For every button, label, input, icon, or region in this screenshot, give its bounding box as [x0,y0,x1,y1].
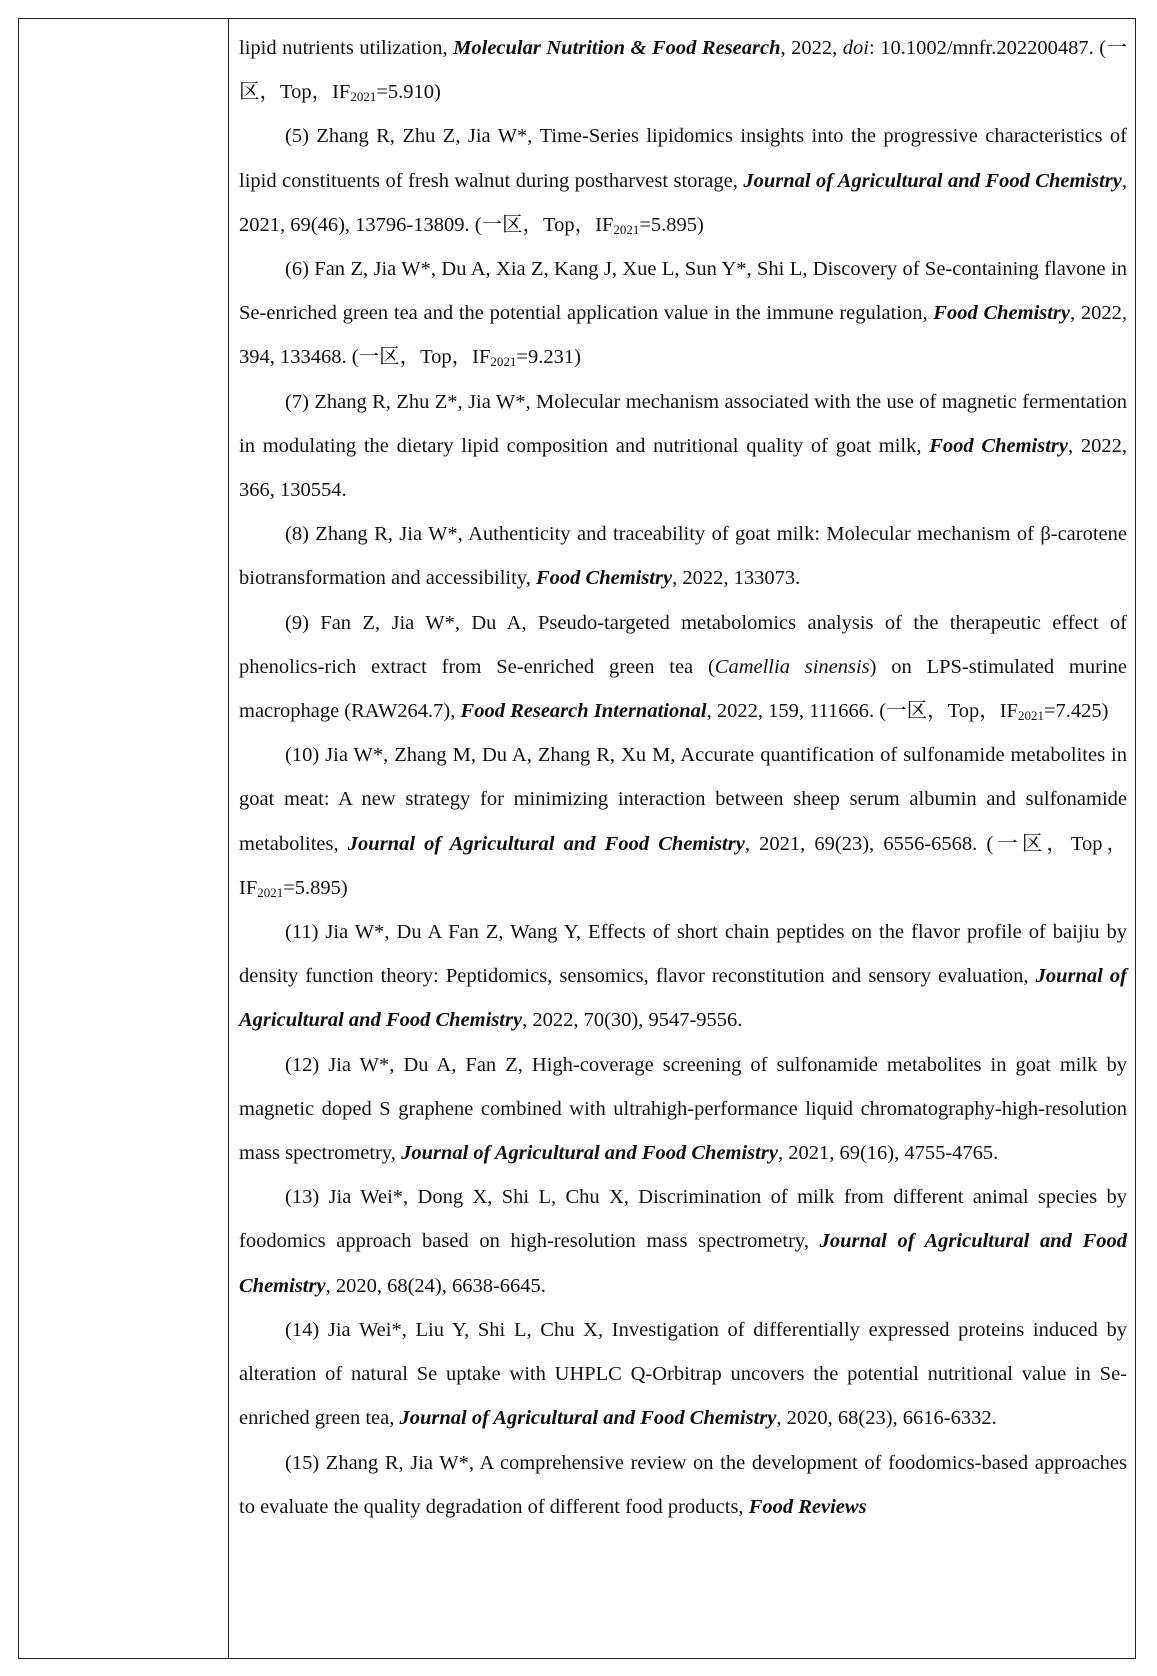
species-name: Camellia sinensis [714,655,870,678]
reference-entry: (9) Fan Z, Jia W*, Du A, Pseudo-targeted metabolomics analysis of the therapeutic effect of phenolics-rich extract from Se-enriched green tea (Camellia sinensis) on LPS-stimulated murine macrophage (RAW264.7), Food Research International, 2022, 159, 111666. (一区，Top，$IF_{2021}=7.425$) [239,611,1127,724]
journal-name: Journal of Agricultural and Food Chemistry [401,1142,778,1165]
journal-name: Food Chemistry [929,434,1068,457]
journal-name: Food Reviews [748,1495,867,1518]
journal-name: Molecular Nutrition & Food Research [453,37,781,59]
journal-name: Journal of Agricultural and Food Chemistry [347,832,745,855]
reference-entry: (10) Jia W*, Zhang M, Du A, Zhang R, Xu M, Accurate quantification of sulfonamide metabolites in goat meat: A new strategy for minimizing interaction between sheep serum albumin and sulfonamide metabolites, Journal of Agricultural and Food Chemistry, 2021, 69(23), 6556-6568. (一区，Top，$IF_{2021}=5.895$) [239,744,1127,900]
journal-name: Journal of Agricultural and Food Chemistry [239,965,1127,1032]
journal-name: Food Chemistry [535,567,673,590]
column-divider [228,18,229,1659]
reference-entry: (7) Zhang R, Zhu Z*, Jia W*, Molecular mechanism associated with the use of magnetic fermentation in modulating the dietary lipid composition and nutritional quality of goat milk, Food Chemistry, 2022, 366, 130554. [239,390,1127,502]
reference-entry: lipid nutrients utilization, Molecular Nutrition & Food Research, 2022, doi: 10.1002/mnfr.202200487. (一区，Top，$IF_{2021}=5.910$) [239,37,1128,105]
reference-entry: (5) Zhang R, Zhu Z, Jia W*, Time-Series lipidomics insights into the progressive characteristics of lipid constituents of fresh walnut during postharvest storage, Journal of Agricultural and Food Chemistry, 2021, 69(46), 13796-13809. (一区，Top，$IF_{2021}=5.895$) [239,125,1127,237]
reference-entry: (12) Jia W*, Du A, Fan Z, High-coverage screening of sulfonamide metabolites in goat milk by magnetic doped S graphene combined with ultrahigh-performance liquid chromatography-high-resolution mass spectrometry, Journal of Agricultural and Food Chemistry, 2021, 69(16), 4755-4765. [239,1053,1127,1165]
journal-name: Journal of Agricultural and Food Chemistry [399,1407,777,1430]
publication-list [239,26,1127,1529]
reference-entry: (13) Jia Wei*, Dong X, Shi L, Chu X, Discrimination of milk from different animal species by foodomics approach based on high-resolution mass spectrometry, Journal of Agricultural and Food Chemistry, 2020, 68(24), 6638-6645. [239,1186,1127,1297]
journal-name: Food Research International [460,700,707,723]
reference-entry: (15) Zhang R, Jia W*, A comprehensive review on the development of foodomics-based approaches to evaluate the quality degradation of different food products, Food Reviews [239,1451,1127,1518]
reference-entry: (11) Jia W*, Du A Fan Z, Wang Y, Effects of short chain peptides on the flavor profile of baijiu by density function theory: Peptidomics, sensomics, flavor reconstitution and sensory evaluation, Journal of Agricultural and Food Chemistry, 2022, 70(30), 9547-9556. [239,921,1127,1032]
journal-name: Food Chemistry [933,302,1071,325]
reference-entry: (6) Fan Z, Jia W*, Du A, Xia Z, Kang J, Xue L, Sun Y*, Shi L, Discovery of Se-containing flavone in Se-enriched green tea and the potential application value in the immune regulation, Food Chemistry, 2022, 394, 133468. (一区，Top，$IF_{2021}=9.231$) [239,258,1127,370]
reference-entry: (8) Zhang R, Jia W*, Authenticity and traceability of goat milk: Molecular mechanism of β-carotene biotransformation and accessibility, Food Chemistry, 2022, 133073. [239,523,1127,590]
journal-name: Journal of Agricultural and Food Chemistry [239,1230,1127,1297]
reference-entry: (14) Jia Wei*, Liu Y, Shi L, Chu X, Investigation of differentially expressed proteins induced by alteration of natural Se uptake with UHPLC Q-Orbitrap uncovers the potential nutritional value in Se-enriched green tea, Journal of Agricultural and Food Chemistry, 2020, 68(23), 6616-6332. [239,1318,1127,1430]
journal-name: Journal of Agricultural and Food Chemistry [743,169,1122,192]
